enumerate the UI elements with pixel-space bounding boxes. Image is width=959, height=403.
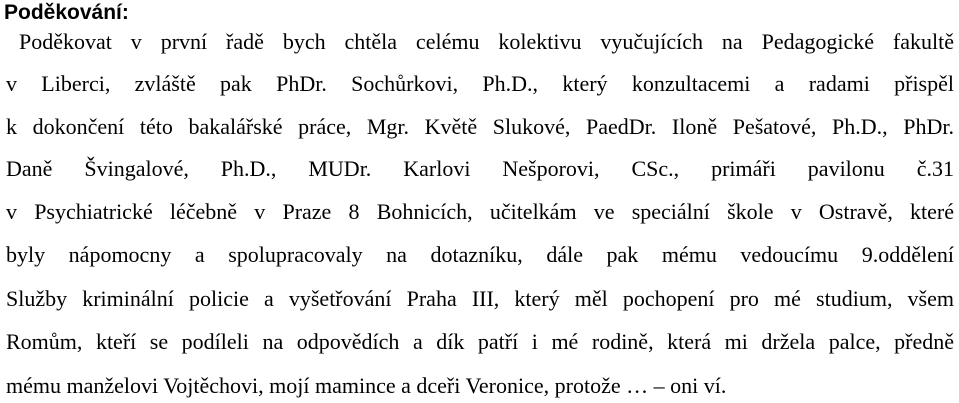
paragraph-line: Služby kriminální policie a vyšetřování Praha III, který měl pochopení pro mé studium, všem [6, 286, 954, 311]
paragraph-line: v Liberci, zvláště pak PhDr. Sochůrkovi, Ph.D., který konzultacemi a radami přispěl [6, 71, 954, 96]
paragraph-line: Romům, kteří se podíleli na odpovědích a dík patří i mé rodině, která mi držela palce, předně [6, 329, 954, 354]
paragraph-line: v Psychiatrické léčebně v Praze 8 Bohnicích, učitelkám ve speciální škole v Ostravě, které [6, 199, 954, 224]
paragraph-line: k dokončení této bakalářské práce, Mgr. Květě Slukové, PaedDr. Iloně Pešatové, Ph.D., PhDr. [6, 114, 954, 139]
paragraph-line: mému manželovi Vojtěchovi, mojí mamince a dceři Veronice, protože … – oni ví. [6, 373, 727, 398]
section-heading: Poděkování: [4, 1, 129, 24]
paragraph-line: byly nápomocny a spolupracovaly na dotazníku, dále pak mému vedoucímu 9.oddělení [6, 242, 954, 267]
paragraph-line: Poděkovat v první řadě bych chtěla celému kolektivu vyučujících na Pedagogické fakultě [19, 29, 954, 54]
paragraph-line: Daně Švingalové, Ph.D., MUDr. Karlovi Nešporovi, CSc., primáři pavilonu č.31 [6, 156, 954, 181]
